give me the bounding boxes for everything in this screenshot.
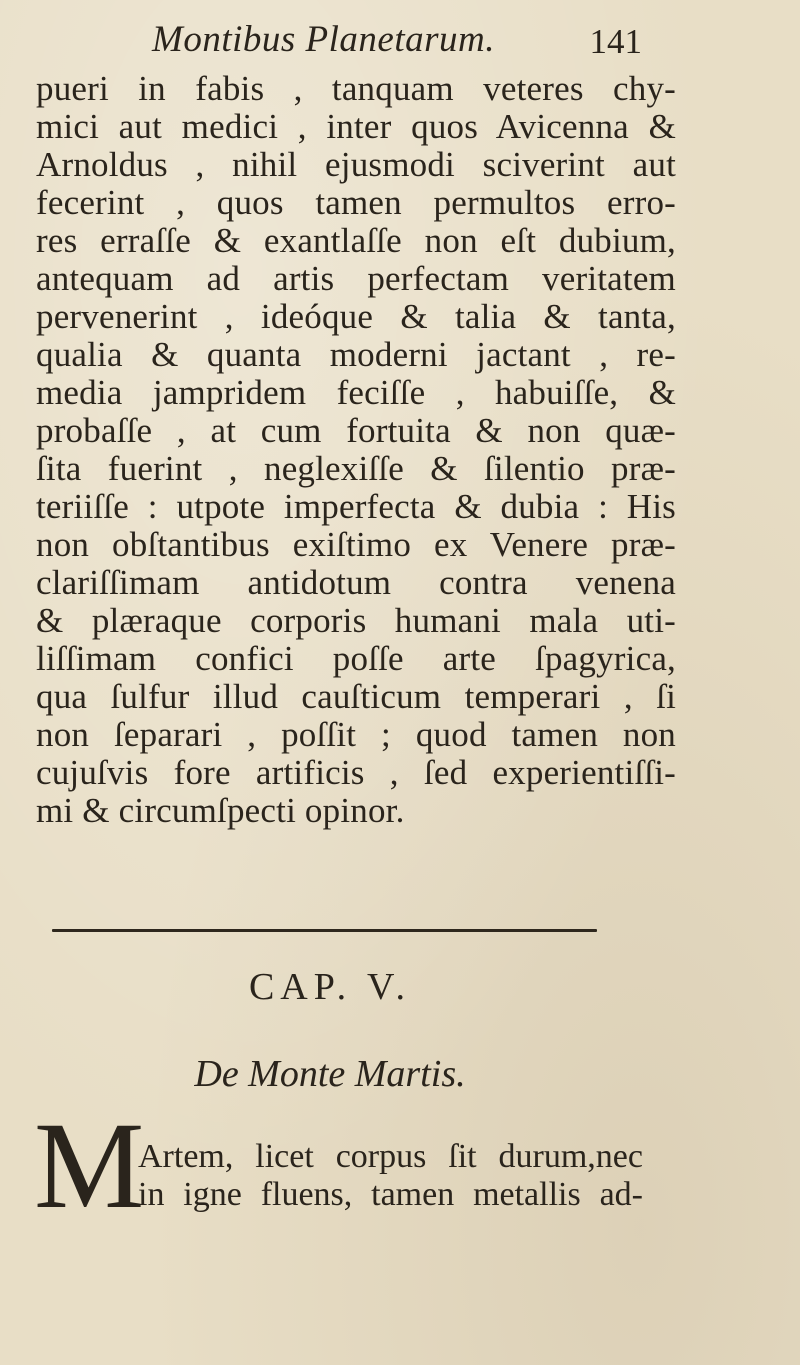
text-line: clariſſimam antidotum contra venena [36, 563, 676, 602]
text-line: qua ſulfur illud cauſticum temperari , ſi [36, 677, 676, 716]
text-line: Artem, licet corpus ſit durum,nec [138, 1138, 643, 1175]
body-paragraph [36, 70, 676, 830]
text-line: probaſſe , at cum fortuita & non quæ- [36, 411, 676, 450]
text-line: liſſimam confici poſſe arte ſpagyrica, [36, 639, 676, 678]
running-title: Montibus Planetarum. [152, 19, 495, 60]
text-line: media jampridem feciſſe , habuiſſe, & [36, 373, 676, 412]
text-line: teriiſſe : utpote imperfecta & dubia : His [36, 487, 676, 526]
text-line: qualia & quanta moderni jactant , re- [36, 335, 676, 374]
text-line: cujuſvis fore artificis , ſed experientiſſi- [36, 753, 676, 792]
page-number: 141 [589, 22, 642, 61]
text-line: Arnoldus , nihil ejusmodi sciverint aut [36, 145, 676, 184]
text-line: & plæraque corporis humani mala uti- [36, 601, 676, 640]
text-line: in igne fluens, tamen metallis ad- [138, 1176, 643, 1213]
text-line: non obſtantibus exiſtimo ex Venere præ- [36, 525, 676, 564]
text-line: mici aut medici , inter quos Avicenna & [36, 107, 676, 146]
text-line: res erraſſe & exantlaſſe non eſt dubium, [36, 221, 676, 260]
text-line: mi & circumſpecti opinor. [36, 791, 405, 830]
text-line: antequam ad artis perfectam veritatem [36, 259, 676, 298]
text-line: non ſeparari , poſſit ; quod tamen non [36, 715, 676, 754]
chapter-subtitle: De Monte Martis. [194, 1053, 466, 1095]
chapter-opening-text [138, 1138, 643, 1214]
text-line: fecerint , quos tamen permultos erro- [36, 183, 676, 222]
running-head [40, 18, 760, 68]
chapter-heading: CAP. V. [248, 966, 412, 1008]
text-line: pueri in fabis , tanquam veteres chy- [36, 69, 676, 108]
text-line: ſita fuerint , neglexiſſe & ſilentio præ- [36, 449, 676, 488]
drop-cap: M [34, 1097, 145, 1234]
section-divider [52, 929, 597, 932]
text-line: pervenerint , ideóque & talia & tanta, [36, 297, 676, 336]
